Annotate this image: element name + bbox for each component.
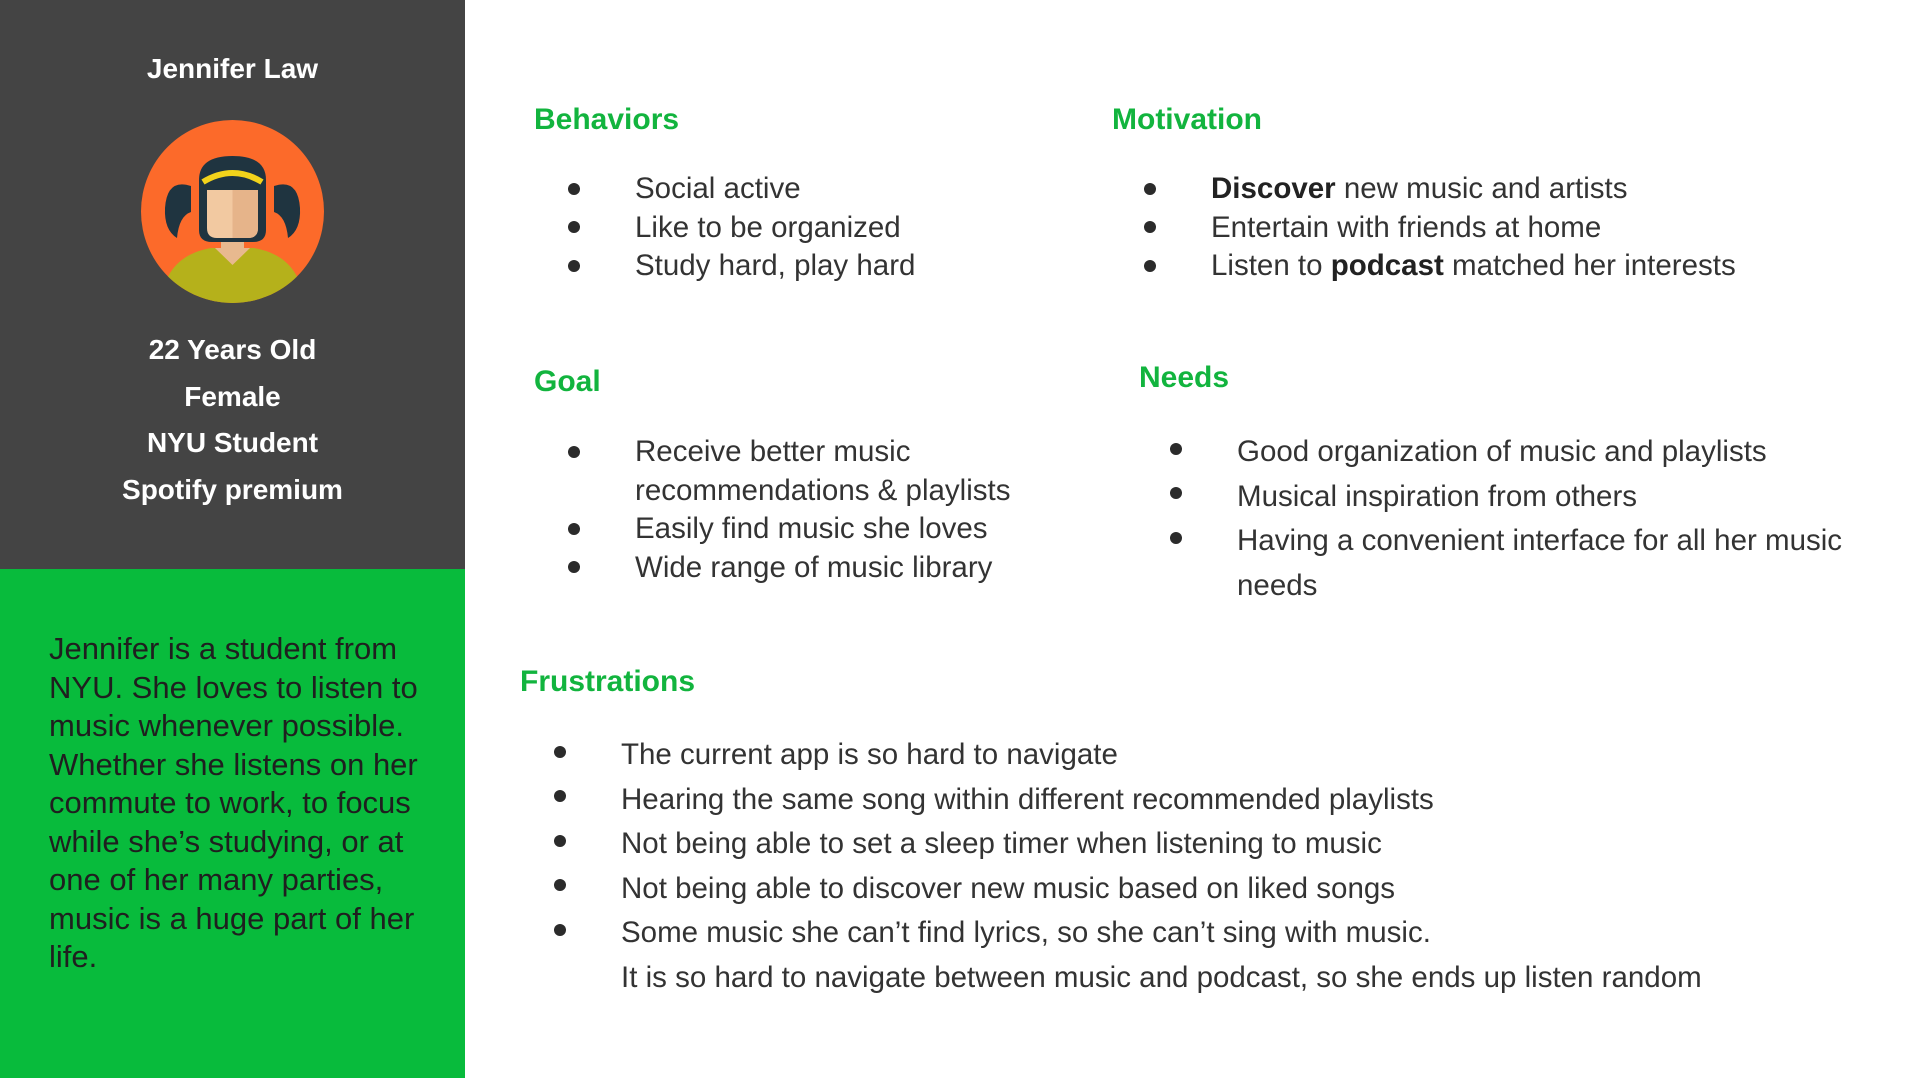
list-item	[1144, 247, 1864, 286]
goal-list	[568, 433, 1088, 587]
item-text: Listen to	[1211, 249, 1331, 282]
list-item: Wide range of music library	[568, 549, 1088, 588]
motivation-heading: Motivation	[1112, 103, 1262, 136]
persona-subscription: Spotify premium	[122, 473, 343, 505]
list-item	[1144, 170, 1864, 209]
behaviors-heading: Behaviors	[534, 103, 680, 136]
frustrations-heading: Frustrations	[520, 665, 696, 698]
persona-occupation: NYU Student	[146, 427, 319, 458]
list-item: Musical inspiration from others	[1170, 475, 1870, 520]
persona-bio: Jennifer is a student from NYU. She loves to listen to music whenever possible. Whether she listens on her commute to work, to focus while she’s studying, or at one of her many parties, music is a huge part of her life.	[49, 631, 418, 974]
list-item: Social active	[568, 170, 1088, 209]
persona-facts	[0, 327, 465, 513]
persona-bio-panel	[0, 569, 465, 1078]
list-item: Receive better music recommendations & playlists	[568, 433, 1088, 510]
goal-heading: Goal	[534, 365, 601, 398]
motivation-list	[1144, 170, 1864, 286]
list-item: Some music she can’t find lyrics, so she can’t sing with music.	[554, 911, 1894, 956]
list-item: Having a convenient interface for all her music needs	[1170, 519, 1870, 608]
emphasis-text: Discover	[1211, 172, 1336, 205]
list-item: Easily find music she loves	[568, 510, 1088, 549]
list-item: Good organization of music and playlists	[1170, 430, 1870, 475]
list-item: Not being able to discover new music based on liked songs	[554, 867, 1894, 912]
girl-avatar-icon	[141, 120, 324, 303]
list-item: Like to be organized	[568, 209, 1088, 248]
list-item: The current app is so hard to navigate	[554, 733, 1894, 778]
list-item: Not being able to set a sleep timer when listening to music	[554, 822, 1894, 867]
persona-age: 22 Years Old	[148, 334, 317, 365]
list-item: Study hard, play hard	[568, 247, 1088, 286]
needs-list	[1170, 430, 1870, 608]
item-text: new music and artists	[1335, 172, 1628, 205]
list-item	[1144, 209, 1864, 248]
item-text: Entertain with friends at home	[1211, 210, 1602, 244]
frustrations-list	[554, 733, 1894, 1000]
emphasis-text: podcast	[1330, 249, 1444, 282]
list-item-continuation: It is so hard to navigate between music and podcast, so she ends up listen random	[621, 960, 1702, 994]
persona-name: Jennifer Law	[146, 53, 319, 84]
list-item: Hearing the same song within different recommended playlists	[554, 778, 1894, 823]
persona-gender: Female	[184, 380, 281, 412]
item-text: matched her interests	[1443, 249, 1736, 282]
needs-heading: Needs	[1139, 361, 1230, 394]
behaviors-list	[568, 170, 1088, 286]
persona-profile-panel	[0, 0, 465, 569]
